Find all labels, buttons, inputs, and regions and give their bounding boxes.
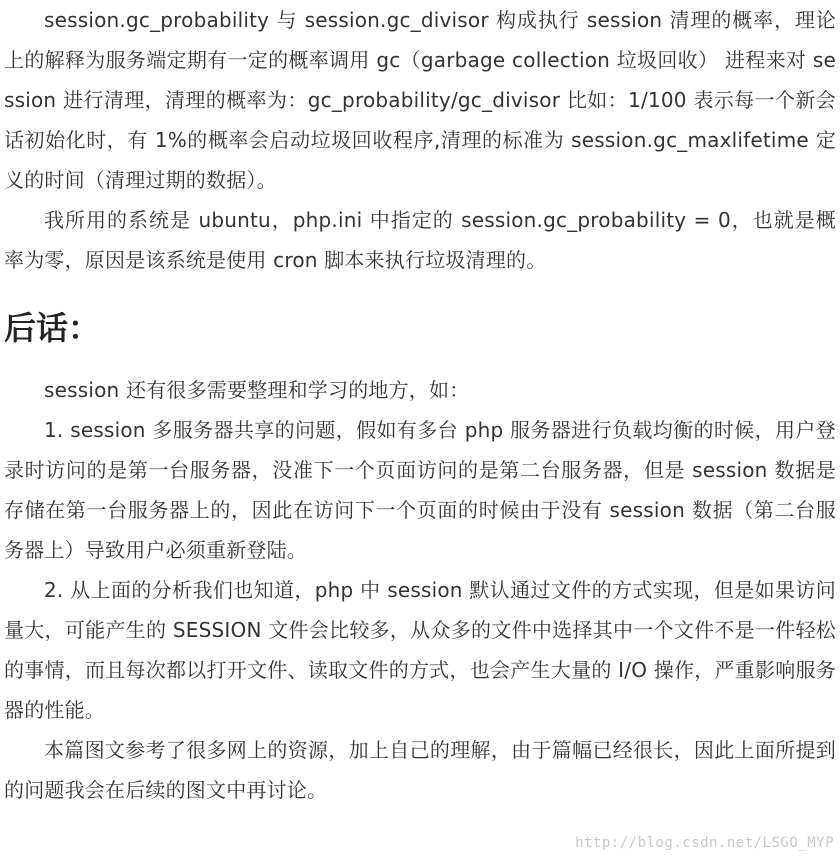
paragraph-multi-server: 1. session 多服务器共享的问题，假如有多台 php 服务器进行负载均衡的时候，用户登录时访问的是第一台服务器，没准下一个页面访问的是第二台服务器，但是 session 数据是存储在第一台服务器上的，因此在访问下一个页面的时候由于没有 session 数据（第二台服务器上）导致用户必须重新登陆。	[4, 418, 836, 562]
paragraph-gc-probability: session.gc_probability 与 session.gc_divisor 构成执行 session 清理的概率，理论上的解释为服务端定期有一定的概率调用 gc（garbage collection 垃圾回收） 进程来对 session 进行清理，清理的概率为：gc_probability/gc_divisor 比如：1/100 表示每一个新会话初始化时，有 1%的概率会启动垃圾回收程序,清理的标准为 session.gc_maxlifetime 定义的时间（清理过期的数据）。	[4, 8, 836, 192]
article-body	[4, 0, 836, 810]
paragraph-epilogue-intro: session 还有很多需要整理和学习的地方，如：	[44, 378, 470, 402]
paragraph-ubuntu-config: 我所用的系统是 ubuntu，php.ini 中指定的 session.gc_probability = 0，也就是概率为零，原因是该系统是使用 cron 脚本来执行垃圾清理的。	[4, 208, 836, 272]
blog-watermark: http://blog.csdn.net/LSGO_MYP	[575, 835, 834, 851]
paragraph-file-performance: 2. 从上面的分析我们也知道，php 中 session 默认通过文件的方式实现，但是如果访问量大，可能产生的 SESSION 文件会比较多，从众多的文件中选择其中一个文件不是一件轻松的事情，而且每次都以打开文件、读取文件的方式，也会产生大量的 I/O 操作，严重影响服务器的性能。	[4, 578, 836, 722]
paragraph-closing: 本篇图文参考了很多网上的资源，加上自己的理解，由于篇幅已经很长，因此上面所提到的问题我会在后续的图文中再讨论。	[4, 738, 836, 802]
epilogue-heading: 后话：	[4, 309, 101, 347]
